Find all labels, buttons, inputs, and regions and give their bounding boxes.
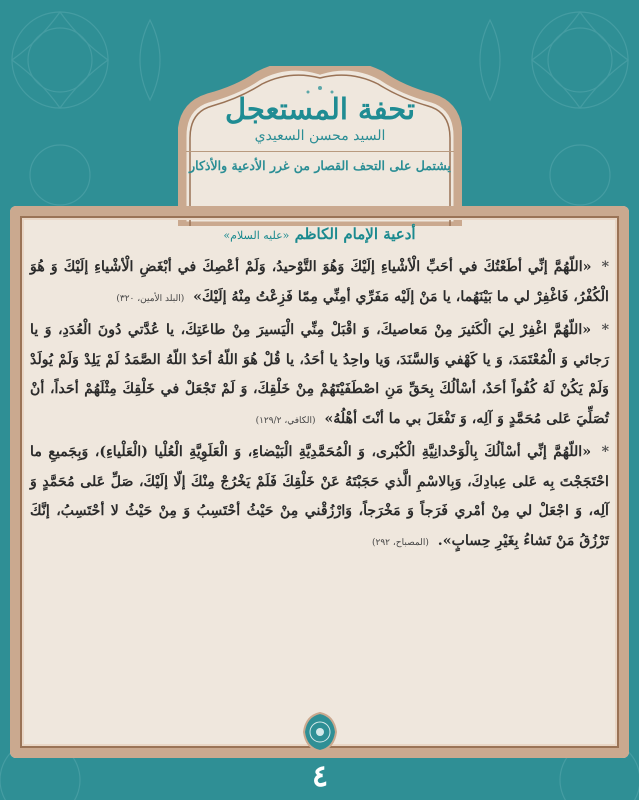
dua-item <box>30 438 609 558</box>
dua-source: (المصباح، ٢٩٢) <box>372 537 429 548</box>
star-marker-icon: * <box>601 322 609 338</box>
dua-item <box>30 253 609 314</box>
content-body <box>30 220 609 710</box>
dua-source: (البلد الأمين، ٣٢٠) <box>116 293 185 304</box>
dua-text: «اللّهُمَّ إنِّي أطَعْتُكَ في أحَبِّ الْأشْياءِ إلَيْكَ وَهُوَ التَّوْحيدُ، وَلَمْ أعْصِكَ في أبْغَضِ الْأشْياءِ إلَيْكَ وَ هُوَ الْكُفْرُ، فَاغْفِرْ لي ما بَيْنَهُما، يا مَنْ إلَيْه مَفَرِّي أمِنِّي مِمّا فَزِعْتُ مِنْهُ إلَيْكَ» <box>30 259 609 305</box>
dua-source: (الكافي، ١٢٩/٢) <box>255 415 316 426</box>
header <box>178 72 462 173</box>
dua-text: «اللّهُمَّ إنِّي أسْألُكَ بِالْوَحْدانِيَّةِ الْكُبْرى، وَ الْمُحَمَّدِيَّةِ الْبَيْضاءِ، وَ الْعَلَوِيَّةِ الْعُلْيا (الْعَلْياءِ)، وَبِجَميعِ ما احْتَجَجْتَ بِه عَلى عِبادِكَ، وَبِالاسْمِ الَّذي حَجَبْتَهُ عَنْ خَلْقِكَ فَلَمْ يَخْرُجْ مِنْكَ إلّا إلَيْكَ، صَلِّ عَلى مُحَمَّدٍ وَ آلِه، وَ اجْعَلْ لي مِنْ أمْري فَرَجاً وَ مَخْرَجاً، وَارْزُقْني مِنْ حَيْثُ أحْتَسِبُ وَ مِنْ حَيْثُ لا أحْتَسِبُ، إنَّكَ تَرْزُقُ مَنْ تَشاءُ بِغَيْرِ حِسابٍ». <box>30 444 609 549</box>
star-marker-icon: * <box>601 444 609 460</box>
section-honorific: «عليه السلام» <box>223 229 290 242</box>
book-title: تحفة المستعجل <box>224 92 416 126</box>
medallion-icon <box>301 712 339 752</box>
author-name: السيد محسن السعيدي <box>254 128 386 144</box>
section-title <box>30 225 609 243</box>
dua-item <box>30 316 609 436</box>
page-number: ٤ <box>311 759 329 794</box>
star-marker-icon: * <box>601 259 609 275</box>
dua-text: «اللّهُمَّ اغْفِرْ لِيَ الْكَثيرَ مِنْ مَعاصيكَ، وَ اقْبَلْ مِنِّي الْيَسيرَ مِنْ طاعَتِكَ، يا عُدَّتي دُونَ الْعُدَدِ، وَ يا رَجائي وَ الْمُعْتَمَدَ، وَ يا كَهْفي وَالسَّنَدَ، وَيا واحِدُ يا أحَدُ، يا قُلْ هُوَ اللّهُ أحَدٌ اللّهُ الصَّمَدُ لَمْ يَلِدْ وَلَمْ يُولَدْ وَلَمْ يَكُنْ لَهُ كُفُواً أحَدٌ، أسْألُكَ بِحَقِّ مَنِ اصْطَفَيْتَهُمْ مِنْ خَلْقِكَ، وَ لَمْ تَجْعَلْ في خَلْقِكَ مِثْلَهُمْ أحَداً، أنْ تُصَلِّيَ عَلى مُحَمَّدٍ وَ آلِه، وَ تَفْعَلَ بي ما أنْتَ أهْلُهُ» <box>30 322 609 427</box>
book-subtitle: يشتمل على التحف القصار من غرر الأدعية والأذكار <box>186 151 454 173</box>
page-number-box <box>295 758 345 796</box>
section-title-text: أدعية الإمام الكاظم <box>294 225 416 243</box>
